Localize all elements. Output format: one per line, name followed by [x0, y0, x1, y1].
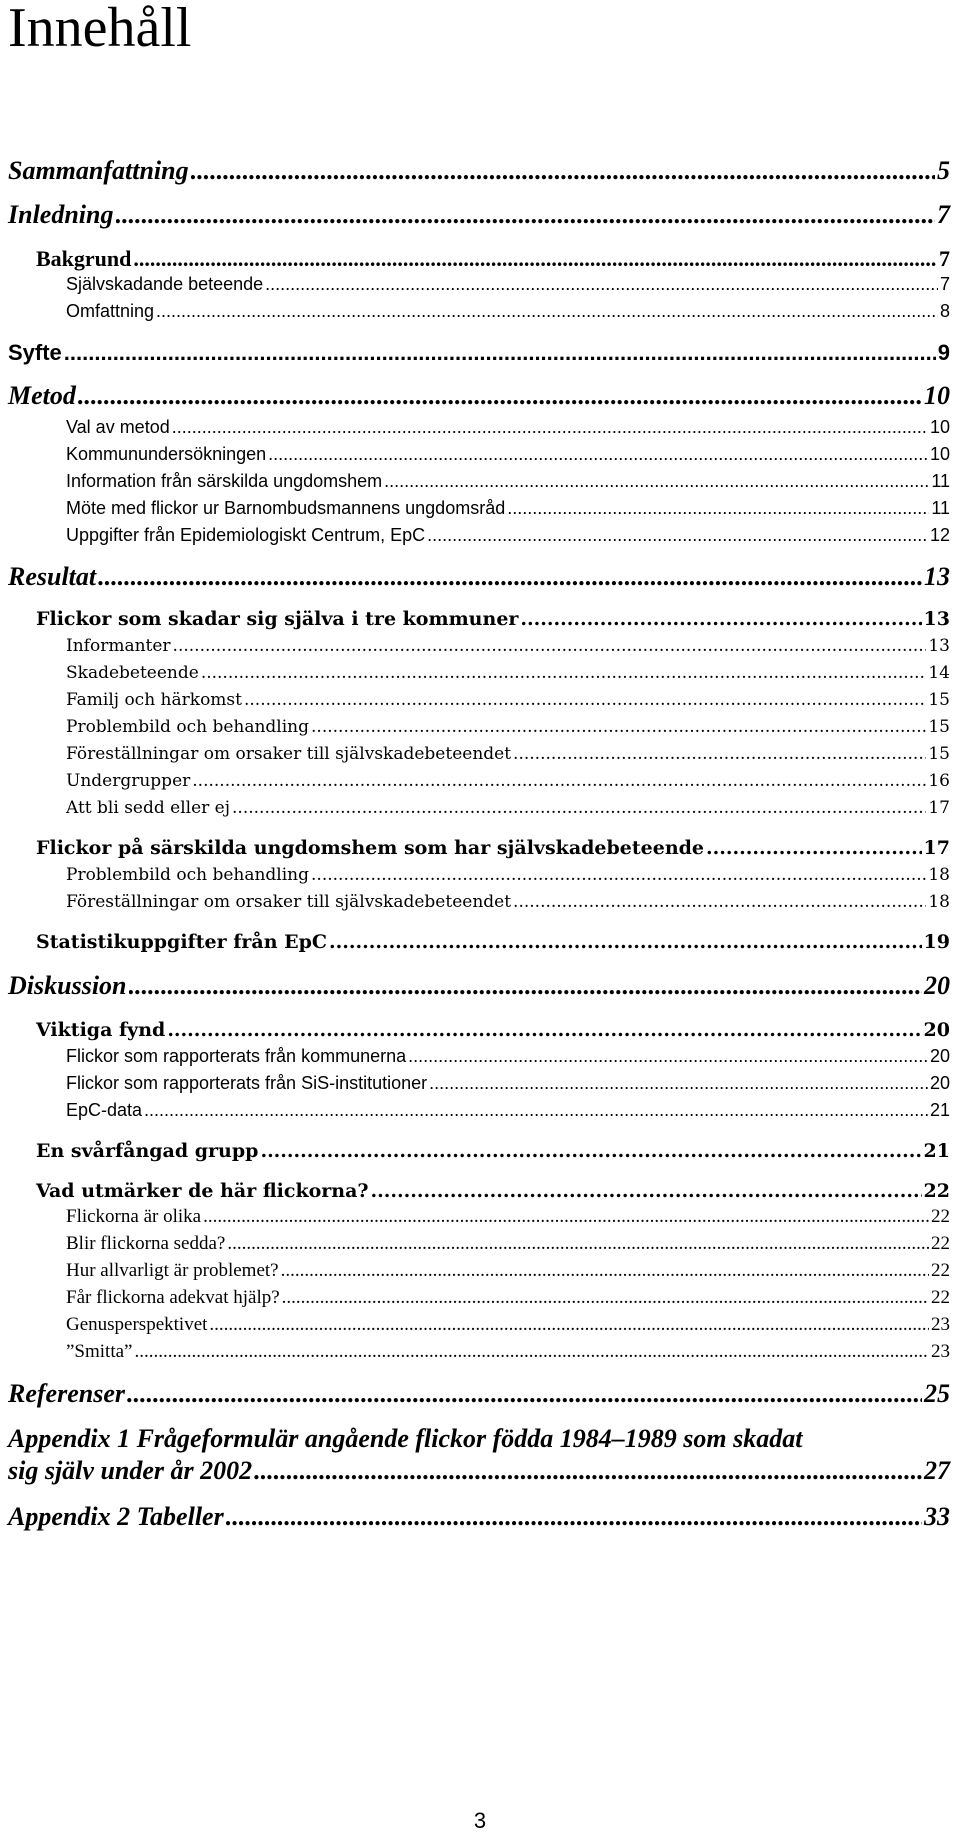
toc-entry-adekvat-hjalp[interactable]: Får flickorna adekvat hjälp? ..... 22	[66, 1286, 950, 1310]
toc-entry-flickor-kommunerna[interactable]: Flickor som rapporterats från kommunerna ..... 20	[66, 1044, 950, 1068]
toc-entry-flickor-sis[interactable]: Flickor som rapporterats från SiS-institutioner ..... 20	[66, 1071, 950, 1095]
toc-entry-mote-med-flickor[interactable]: Möte med flickor ur Barnombudsmannens ungdomsråd ..... 11	[66, 496, 950, 520]
toc-entry-hur-allvarligt[interactable]: Hur allvarligt är problemet? ..... 22	[66, 1259, 950, 1283]
toc-entry-undergrupper[interactable]: Undergrupper ..... 16	[66, 769, 950, 793]
toc-entry-val-av-metod[interactable]: Val av metod ..... 10	[66, 415, 950, 439]
toc-entry-diskussion[interactable]: Diskussion ..... 20	[8, 971, 950, 1001]
toc-entry-genusperspektivet[interactable]: Genusperspektivet ..... 23	[66, 1313, 950, 1337]
toc-entry-appendix-1-line2[interactable]: sig själv under år 2002 ..... 27	[8, 1456, 950, 1486]
toc-entry-att-bli-sedd[interactable]: Att bli sedd eller ej ..... 17	[66, 796, 950, 820]
toc-entry-viktiga-fynd[interactable]: Viktiga fynd ..... 20	[36, 1017, 950, 1043]
toc-entry-referenser[interactable]: Referenser ..... 25	[8, 1379, 950, 1409]
toc-entry-sjalvskadande[interactable]: Självskadande beteende ..... 7	[66, 272, 950, 296]
toc-entry-smitta[interactable]: ”Smitta” ..... 23	[66, 1340, 950, 1364]
toc-entry-vad-utmarker[interactable]: Vad utmärker de här flickorna? ..... 22	[36, 1178, 950, 1204]
toc-entry-forestallningar-1[interactable]: Föreställningar om orsaker till självskadebeteendet ..... 15	[66, 742, 950, 766]
toc-entry-appendix-1-line1[interactable]: Appendix 1 Frågeformulär angående flickor födda 1984–1989 som skadat	[8, 1424, 803, 1453]
page-title: Innehåll	[8, 0, 192, 59]
toc-entry-flickor-tre-kommuner[interactable]: Flickor som skadar sig själva i tre kommuner ..... 13	[36, 606, 950, 632]
toc-entry-svarfangad-grupp[interactable]: En svårfångad grupp ..... 21	[36, 1138, 950, 1164]
toc-entry-syfte[interactable]: Syfte ..... 9	[8, 340, 950, 366]
toc-entry-flickorna-olika[interactable]: Flickorna är olika ..... 22	[66, 1205, 950, 1229]
toc-entry-problembild-1[interactable]: Problembild och behandling ..... 15	[66, 715, 950, 739]
toc-entry-resultat[interactable]: Resultat ..... 13	[8, 562, 950, 592]
toc-entry-familj-harkomst[interactable]: Familj och härkomst ..... 15	[66, 688, 950, 712]
toc-entry-epc-data[interactable]: EpC-data ..... 21	[66, 1098, 950, 1122]
toc-entry-flickor-ungdomshem[interactable]: Flickor på särskilda ungdomshem som har självskadebeteende ..... 17	[36, 835, 950, 861]
toc-entry-kommunundersokningen[interactable]: Kommunundersökningen ..... 10	[66, 442, 950, 466]
toc-entry-informanter[interactable]: Informanter ..... 13	[66, 634, 950, 658]
toc-entry-sammanfattning[interactable]: Sammanfattning ..... 5	[8, 156, 950, 186]
toc-entry-forestallningar-2[interactable]: Föreställningar om orsaker till självskadebeteendet ..... 18	[66, 890, 950, 914]
toc-entry-inledning[interactable]: Inledning ..... 7	[8, 200, 950, 230]
toc-entry-bakgrund[interactable]: Bakgrund ..... 7	[36, 246, 950, 272]
page-number: 3	[473, 1808, 487, 1833]
toc-entry-skadebeteende[interactable]: Skadebeteende ..... 14	[66, 661, 950, 685]
toc-entry-information-ungdomshem[interactable]: Information från särskilda ungdomshem ..... 11	[66, 469, 950, 493]
toc-entry-appendix-2[interactable]: Appendix 2 Tabeller ..... 33	[8, 1502, 950, 1532]
toc-entry-problembild-2[interactable]: Problembild och behandling ..... 18	[66, 863, 950, 887]
toc-entry-statistik-epc[interactable]: Statistikuppgifter från EpC ..... 19	[36, 929, 950, 955]
toc-entry-metod[interactable]: Metod ..... 10	[8, 381, 950, 411]
toc-entry-uppgifter-epc[interactable]: Uppgifter från Epidemiologiskt Centrum, EpC ..... 12	[66, 523, 950, 547]
toc-entry-blir-sedda[interactable]: Blir flickorna sedda? ..... 22	[66, 1232, 950, 1256]
toc-entry-omfattning[interactable]: Omfattning ..... 8	[66, 299, 950, 323]
